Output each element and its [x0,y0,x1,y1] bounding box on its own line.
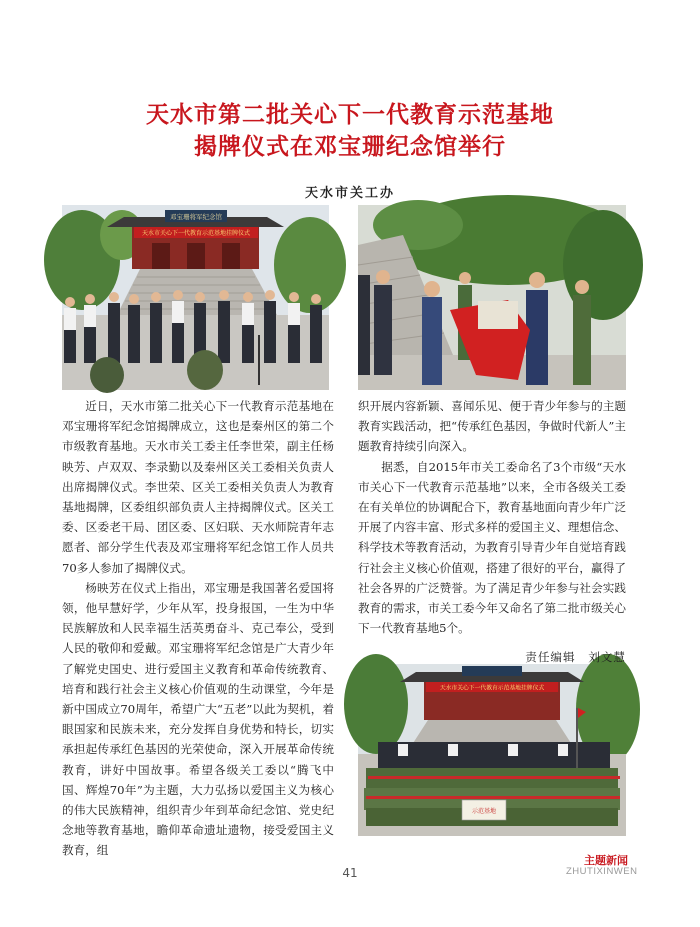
photo-ceremony [62,205,329,390]
paragraph-2-continued: 织开展内容新颖、喜闻乐见、便于青少年参与的主题教育实践活动，把“传承红色基因，争做时代新人”主题教育持续引向深入。 [358,399,626,454]
section-brand-en: ZHUTIXINWEN [566,866,638,877]
article-title-line1: 天水市第二批关心下一代教育示范基地 [146,102,554,128]
article-title-line2: 揭牌仪式在邓宝珊纪念馆举行 [194,134,506,160]
article-byline: 天水市关工办 [304,186,395,201]
paragraph-3: 据悉，自2015年市关工委命名了3个市级“天水市关心下一代教育示范基地”以来，全市各级关工委在有关单位的协调配合下，教育基地面向青少年广泛开展了内容丰富、形式多样的爱国主义、理想信念、科学技术等教育活动，为教育引导青少年自觉培育践行社会主义核心价值观，搭建了很好的平台，赢得了社会各界的广泛赞誉。为了满足青少年参与社会实践教育的需求，市关工委今年又命名了第二批市级关心下一代教育基地5个。 [358,459,626,636]
photo-unveiling [358,205,626,390]
paragraph-1: 近日，天水市第二批关心下一代教育示范基地在邓宝珊将军纪念馆揭牌成立，这也是秦州区的第二个市级教育基地。天水市关工委主任李世荣，副主任杨映芳、卢双双、李录勤以及秦州区关工委相关负责人出席揭牌仪式。李世荣、区关工委相关负责人为教育基地揭牌，区委组织部负责人主持揭牌仪式。区关工委、区委老干局、团区委、区妇联、天水师院青年志愿者、部分学生代表及邓宝珊将军纪念馆工作人员共70多人参加了揭牌仪式。 [62,399,334,575]
paragraph-2: 杨映芳在仪式上指出，邓宝珊是我国著名爱国将领，他早慧好学，少年从军，投身报国，一生为中华民族解放和人民幸福生活英勇奋斗、克己奉公，受到人民的敬仰和爱戴。邓宝珊将军纪念馆是广大青少年了解党史国史、进行爱国主义教育和革命传统教育、培育和践行社会主义核心价值观的生动课堂，今年是新中国成立70周年，希望广大“五老”以此为契机，着眼国家和民族未来，充分发挥自身优势和特长，切实承担起传承红色基因的光荣使命，深入开展革命传统教育，讲好中国故事。希望各级关工委以“腾飞中国、辉煌70年”为主题，大力弘扬以爱国主义为核心的伟大民族精神，组织青少年到革命纪念馆、党史纪念地等教育基地，瞻仰革命遗址遗物，接受爱国主义教育，组 [62,580,334,858]
article-column-right [358,396,626,646]
group-sign-text: 示范基地 [471,808,497,815]
photo-group [358,664,626,836]
responsible-editor: 责任编辑 刘文慧 [525,650,626,664]
section-brand-cn: 主题新闻 [584,854,628,867]
banner-text: 天水市关心下一代教育示范基地挂牌仪式 [141,230,251,237]
banner-text-group: 天水市关心下一代教育示范基地挂牌仪式 [439,685,545,692]
page-number: 41 [342,866,358,880]
building-sign-text: 邓宝珊将军纪念馆 [170,213,222,221]
article-column-left [62,396,334,858]
